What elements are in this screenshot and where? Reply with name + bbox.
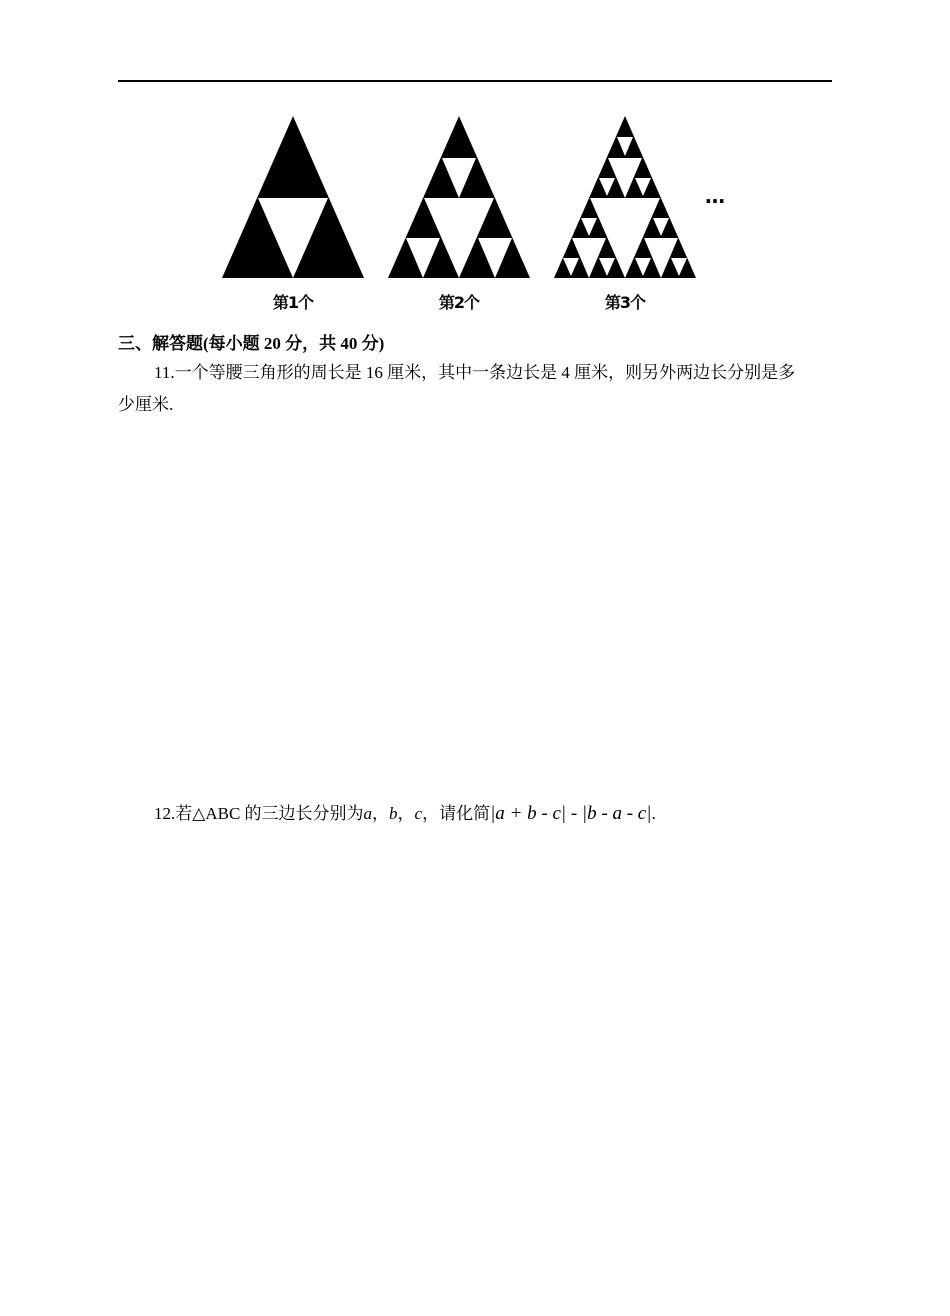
problem-12 — [118, 798, 834, 830]
problem-11-line-1: 11.一个等腰三角形的周长是 16 厘米，其中一条边长是 4 厘米，则另外两边长分别是多 — [154, 363, 796, 382]
problem-12-prefix: 12.若△ABC 的三边长分别为 — [154, 804, 364, 823]
problem-11-line-2: 少厘米. — [118, 395, 174, 414]
problem-11 — [118, 357, 834, 421]
triangle-figure-2 — [388, 116, 530, 278]
sierpinski-figure — [210, 112, 750, 322]
separator-1: ， — [372, 804, 390, 823]
header-rule — [118, 80, 832, 82]
side-b: b — [389, 804, 398, 823]
sierpinski-triangles-graphic — [210, 112, 750, 312]
section-heading: 三、解答题(每小题 20 分，共 40 分) — [118, 334, 385, 353]
triangle-figure-3 — [554, 116, 696, 278]
triangle-figure-1 — [222, 116, 364, 278]
problem-12-line — [118, 798, 834, 830]
caption-figure-1: 第1个 — [272, 293, 314, 312]
caption-figure-2: 第2个 — [438, 293, 480, 312]
absolute-value-expression: |a + b - c| - |b - a - c| — [490, 803, 652, 824]
separator-2: ， — [397, 804, 415, 823]
side-c: c — [414, 804, 423, 823]
caption-figure-3: 第3个 — [604, 293, 646, 312]
problem-12-end: . — [651, 804, 656, 823]
ellipsis-continuation: … — [705, 184, 726, 208]
side-a: a — [363, 804, 373, 823]
problem-12-instruction: ，请化简 — [422, 804, 491, 823]
